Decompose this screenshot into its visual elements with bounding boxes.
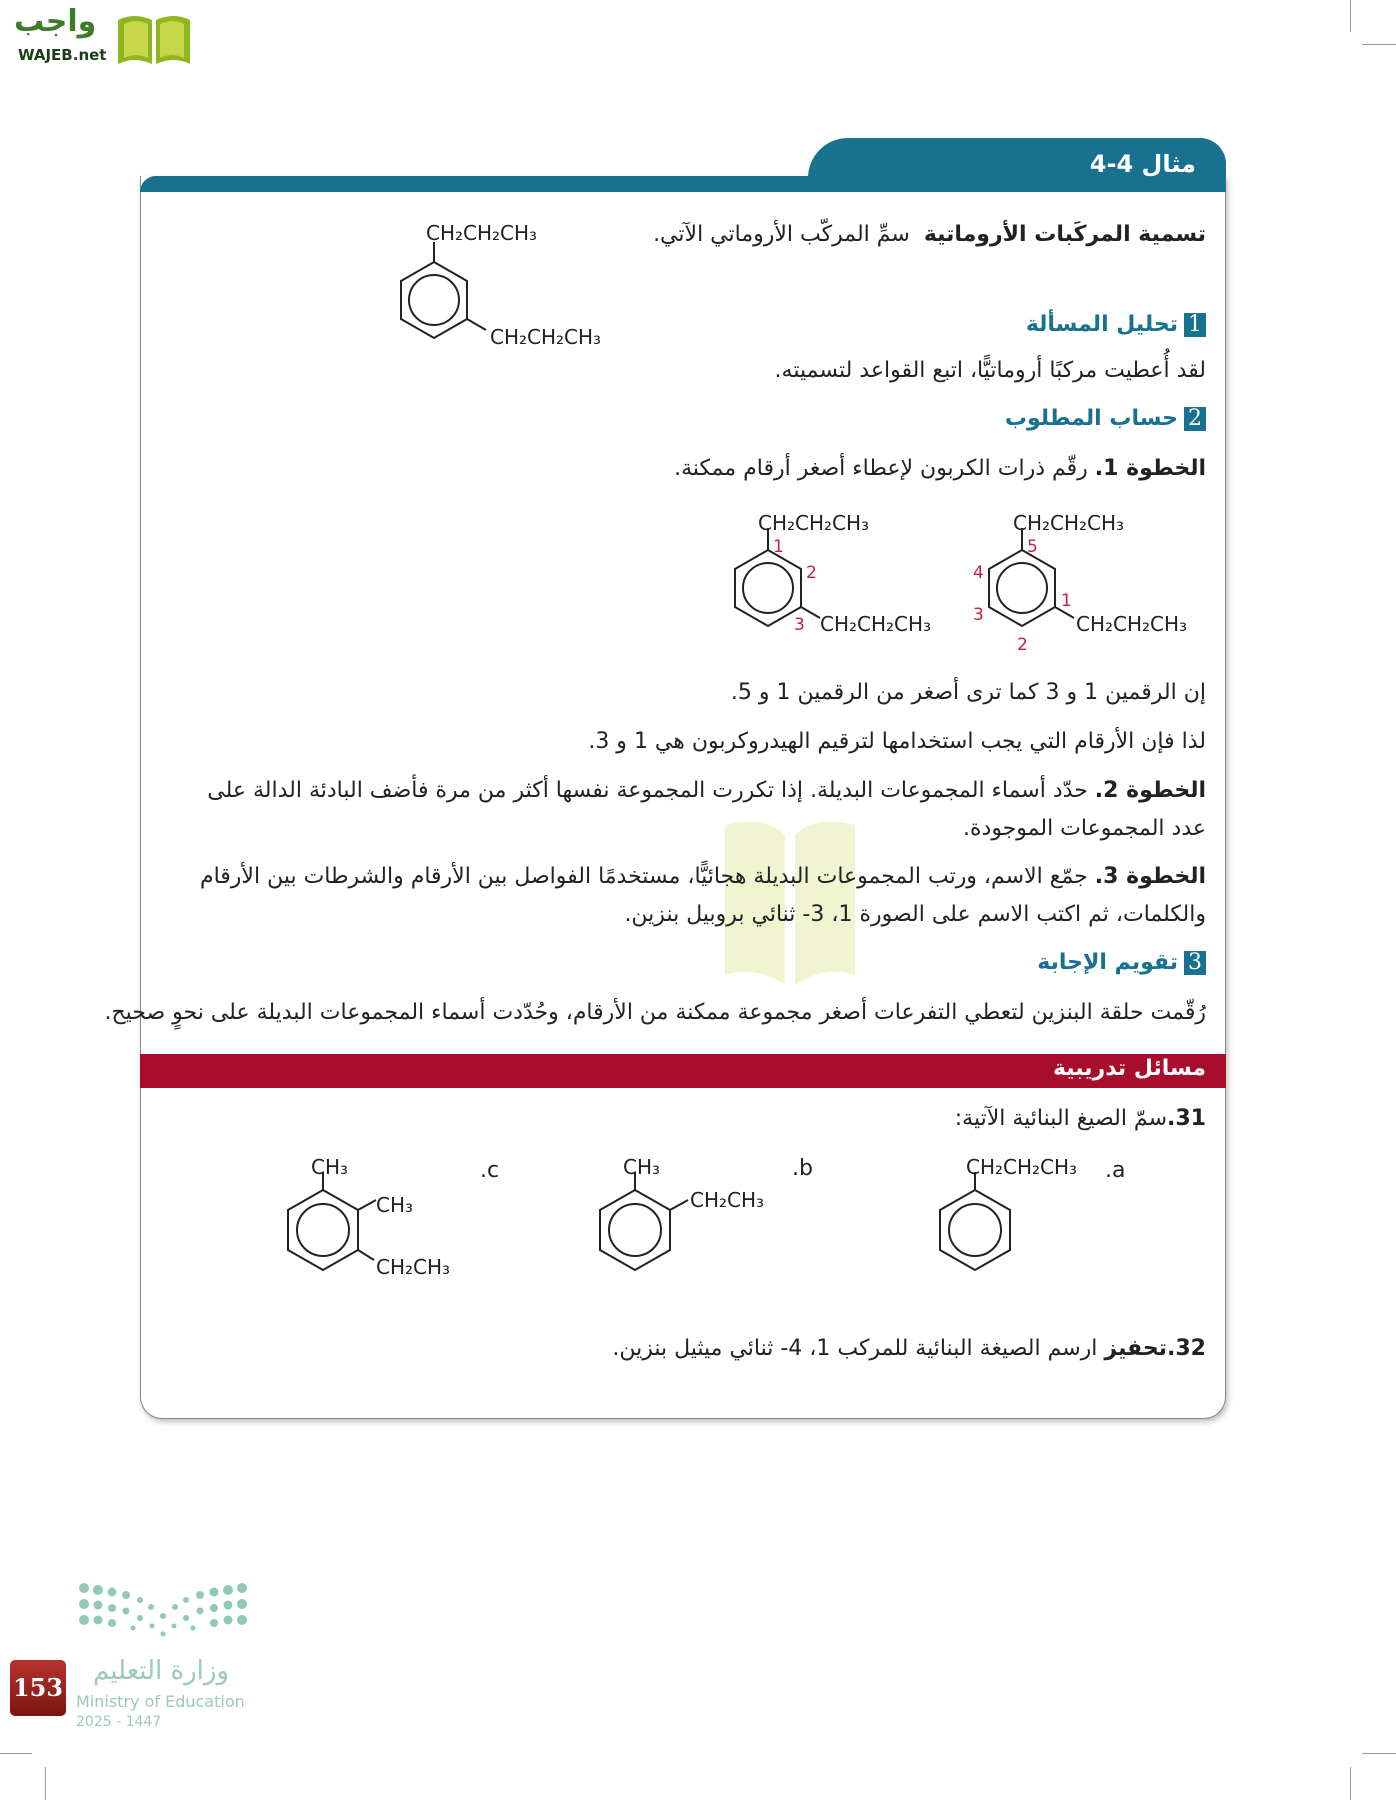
- carbon-number: 1: [773, 537, 784, 557]
- section-1-text: لقد أُعطيت مركبًا أروماتيًّا، اتبع القواعد لتسميته.: [774, 358, 1206, 383]
- step-label: الخطوة 1.: [1094, 456, 1206, 481]
- example-problem-statement: [653, 220, 1206, 250]
- question-number: 31.: [1167, 1106, 1206, 1131]
- molecule-c: [278, 1150, 473, 1295]
- step-text: رقّم ذرات الكربون لإعطاء أصغر أرقام ممكنة.: [674, 456, 1088, 481]
- crop-mark: [1350, 0, 1351, 32]
- step-2: [166, 772, 1206, 848]
- substituent-side-1: CH₃: [376, 1193, 414, 1217]
- ministry-dots-icon: [76, 1580, 251, 1640]
- book-icon: [114, 10, 194, 66]
- crop-mark: [0, 1753, 32, 1754]
- section-number: 3: [1184, 951, 1206, 975]
- carbon-number: 2: [806, 563, 817, 583]
- logo-arabic: واجب: [14, 4, 97, 39]
- ministry-logo: [76, 1580, 251, 1730]
- practice-title: مسائل تدريبية: [1052, 1056, 1206, 1081]
- question-text: سمّ الصيغ البنائية الآتية:: [954, 1106, 1168, 1131]
- substituent-side-2: CH₂CH₃: [376, 1255, 451, 1279]
- question-text: ارسم الصيغة البنائية للمركب 1، 4- ثنائي ميثيل بنزين.: [612, 1336, 1098, 1361]
- example-question: سمِّ المركّب الأروماتي الآتي.: [653, 222, 910, 247]
- crop-mark: [45, 1767, 46, 1800]
- label-a: .a: [1105, 1158, 1126, 1183]
- section-2-heading: [1005, 406, 1206, 431]
- step-1: [674, 454, 1206, 484]
- carbon-number: 4: [973, 563, 984, 583]
- section-number: 1: [1184, 313, 1206, 337]
- section-title: تحليل المسألة: [1025, 312, 1178, 337]
- ministry-english: Ministry of Education: [76, 1692, 245, 1711]
- substituent-top: CH₂CH₂CH₃: [966, 1155, 1078, 1179]
- example-title: مثال 4-4: [1089, 150, 1196, 178]
- substituent-side: CH₂CH₂CH₃: [490, 325, 602, 349]
- question-number: 32.: [1167, 1336, 1206, 1361]
- carbon-number: 3: [973, 605, 984, 625]
- crop-mark: [1350, 1767, 1351, 1800]
- logo-english: WAJEB.net: [18, 46, 107, 64]
- substituent-side: CH₂CH₂CH₃: [820, 612, 932, 636]
- section-3-text: رُقّمت حلقة البنزين لتعطي التفرعات أصغر مجموعة ممكنة من الأرقام، وحُدّدت أسماء المجموعات البديلة على نحوٍ صحيح.: [104, 1000, 1206, 1025]
- section-number: 2: [1184, 407, 1206, 431]
- step-text: جمّع الاسم، ورتب المجموعات البديلة هجائيًّا، مستخدمًا الفواصل بين الأرقام والشرطات بين الأرقام والكلمات، ثم اكتب الاسم على الصورة 1، 3- ثنائي بروبيل بنزين.: [199, 864, 1206, 927]
- substituent-top: CH₂CH₂CH₃: [1013, 511, 1125, 535]
- ministry-arabic: وزارة التعليم: [92, 1656, 230, 1686]
- carbon-number: 3: [794, 615, 805, 635]
- molecule-1-3-dipropylbenzene: [380, 222, 640, 372]
- step-label: الخطوة 3.: [1094, 864, 1206, 889]
- conclusion-text: لذا فإن الأرقام التي يجب استخدامها لترقيم الهيدروكربون هي 1 و 3.: [588, 729, 1206, 754]
- carbon-number: 2: [1017, 635, 1028, 655]
- question-31: [955, 1104, 1206, 1134]
- carbon-number: 5: [1027, 537, 1038, 557]
- section-title: تقويم الإجابة: [1037, 950, 1178, 975]
- molecule-numbered-1-3: [720, 500, 965, 660]
- molecule-numbered-1-5: [968, 500, 1218, 660]
- question-32: [612, 1334, 1206, 1364]
- label-c: .c: [480, 1158, 500, 1183]
- carbon-number: 1: [1061, 591, 1072, 611]
- substituent-top: CH₂CH₂CH₃: [758, 511, 870, 535]
- section-3-heading: [1037, 950, 1206, 975]
- page-number: 153: [10, 1660, 66, 1716]
- ministry-year: 2025 - 1447: [76, 1714, 162, 1730]
- substituent-side: CH₂CH₂CH₃: [1076, 612, 1188, 636]
- step-text: حدّد أسماء المجموعات البديلة. إذا تكررت المجموعة نفسها أكثر من مرة فأضف البادئة الدالة على عدد المجموعات الموجودة.: [207, 778, 1206, 841]
- crop-mark: [1362, 44, 1396, 45]
- section-title: حساب المطلوب: [1004, 406, 1178, 431]
- section-1-heading: [1026, 312, 1206, 337]
- molecule-b: [590, 1150, 785, 1295]
- substituent-top: CH₃: [311, 1155, 349, 1179]
- example-topic: تسمية المركَبات الأروماتية: [923, 222, 1206, 247]
- challenge-label: تحفيز: [1104, 1336, 1168, 1361]
- label-b: .b: [792, 1156, 813, 1181]
- step-label: الخطوة 2.: [1094, 778, 1206, 803]
- substituent-top: CH₃: [623, 1155, 661, 1179]
- crop-mark: [1362, 1753, 1396, 1754]
- step-3: [166, 858, 1206, 934]
- substituent-top: CH₂CH₂CH₃: [426, 222, 538, 245]
- substituent-side: CH₂CH₃: [690, 1188, 765, 1212]
- practice-header: [140, 1054, 1226, 1088]
- comparison-text: إن الرقمين 1 و 3 كما ترى أصغر من الرقمين 1 و 5.: [730, 680, 1206, 705]
- wajeb-logo[interactable]: [8, 4, 193, 68]
- molecule-a: [930, 1150, 1100, 1295]
